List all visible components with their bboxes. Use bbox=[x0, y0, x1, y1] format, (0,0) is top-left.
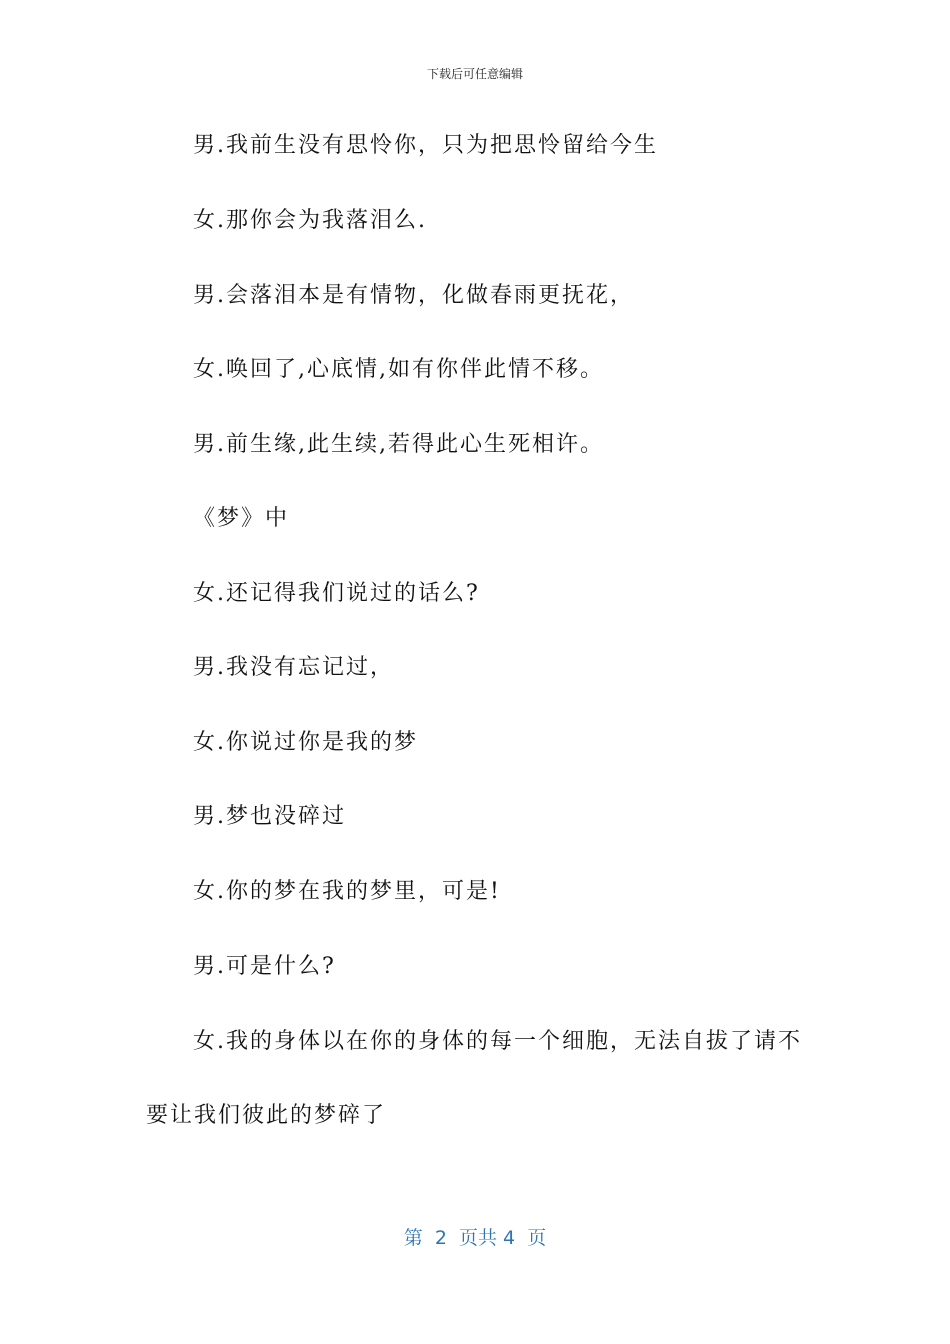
dialogue-line: 男.梦也没碎过 bbox=[193, 804, 346, 829]
dialogue-line: 女.唤回了,心底情,如有你伴此情不移。 bbox=[193, 357, 604, 382]
dialogue-line: 女.还记得我们说过的话么? bbox=[193, 581, 480, 606]
page-number-footer: 第 2 页共 4 页 bbox=[403, 1227, 547, 1249]
dialogue-line: 女.那你会为我落泪么. bbox=[193, 208, 427, 233]
dialogue-line: 男.我前生没有思怜你，只为把思怜留给今生 bbox=[193, 133, 658, 158]
dialogue-line: 女.你说过你是我的梦 bbox=[193, 730, 418, 755]
dialogue-line: 女.你的梦在我的梦里，可是! bbox=[193, 879, 501, 904]
page-header: 下载后可任意编辑 bbox=[426, 67, 523, 81]
dialogue-line: 男.可是什么? bbox=[193, 954, 336, 979]
dialogue-line: 男.会落泪本是有情物，化做春雨更抚花， bbox=[193, 283, 634, 308]
dialogue-line-continuation: 要让我们彼此的梦碎了 bbox=[146, 1103, 387, 1128]
dialogue-line: 男.前生缘,此生续,若得此心生死相许。 bbox=[193, 432, 604, 457]
dialogue-line: 女.我的身体以在你的身体的每一个细胞，无法自拔了请不 bbox=[193, 1029, 802, 1054]
dialogue-line: 男.我没有忘记过， bbox=[193, 655, 394, 680]
section-heading: 《梦》中 bbox=[193, 506, 290, 531]
